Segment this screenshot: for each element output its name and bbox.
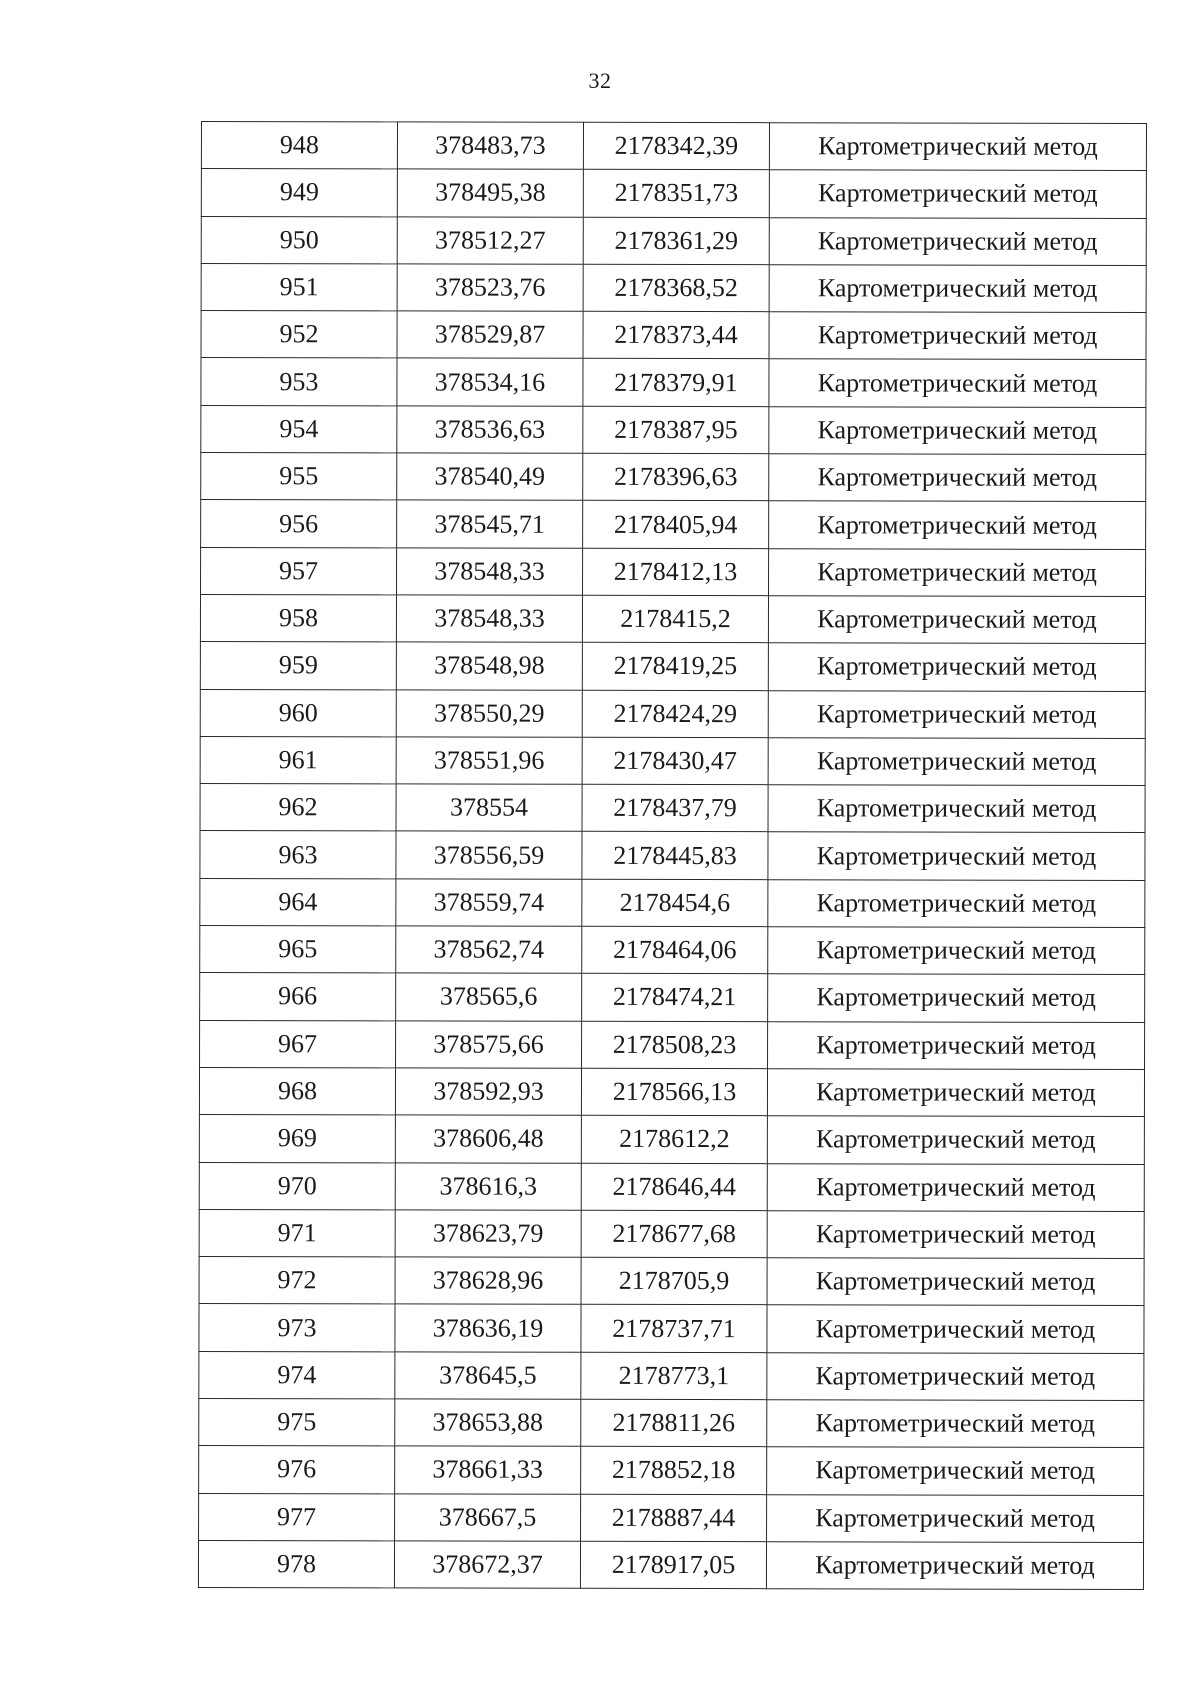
method-cell: Картометрический метод bbox=[767, 1400, 1144, 1448]
y-coordinate-cell: 2178424,29 bbox=[582, 690, 768, 738]
method-cell: Картометрический метод bbox=[768, 1021, 1145, 1069]
method-cell: Картометрический метод bbox=[767, 1069, 1144, 1117]
point-number-cell: 962 bbox=[200, 784, 396, 832]
table-row bbox=[200, 831, 1145, 880]
table-row bbox=[199, 1115, 1144, 1164]
x-coordinate-cell: 378653,88 bbox=[395, 1399, 581, 1447]
x-coordinate-cell: 378556,59 bbox=[396, 831, 582, 879]
y-coordinate-cell: 2178405,94 bbox=[583, 501, 769, 549]
point-number-cell: 978 bbox=[198, 1540, 394, 1588]
table-row bbox=[198, 1540, 1143, 1589]
point-number-cell: 953 bbox=[201, 358, 397, 406]
table-row bbox=[200, 594, 1145, 643]
method-cell: Картометрический метод bbox=[767, 1352, 1144, 1400]
method-cell: Картометрический метод bbox=[767, 1211, 1144, 1259]
table-row bbox=[201, 169, 1146, 218]
x-coordinate-cell: 378534,16 bbox=[397, 358, 583, 406]
y-coordinate-cell: 2178445,83 bbox=[582, 832, 768, 880]
table-row bbox=[200, 642, 1145, 691]
y-coordinate-cell: 2178917,05 bbox=[580, 1541, 766, 1589]
y-coordinate-cell: 2178705,9 bbox=[581, 1257, 767, 1305]
table-row bbox=[200, 736, 1145, 785]
table-row bbox=[199, 1493, 1144, 1542]
x-coordinate-cell: 378559,74 bbox=[396, 879, 582, 927]
table-row bbox=[200, 973, 1145, 1022]
method-cell: Картометрический метод bbox=[767, 1494, 1144, 1542]
method-cell: Картометрический метод bbox=[767, 1305, 1144, 1353]
x-coordinate-cell: 378616,3 bbox=[395, 1162, 581, 1210]
y-coordinate-cell: 2178415,2 bbox=[582, 595, 768, 643]
point-number-cell: 958 bbox=[200, 594, 396, 642]
point-number-cell: 961 bbox=[200, 736, 396, 784]
point-number-cell: 948 bbox=[201, 122, 397, 170]
table-row bbox=[201, 453, 1146, 502]
x-coordinate-cell: 378628,96 bbox=[395, 1257, 581, 1305]
method-cell: Картометрический метод bbox=[769, 359, 1146, 407]
y-coordinate-cell: 2178368,52 bbox=[583, 264, 769, 312]
y-coordinate-cell: 2178361,29 bbox=[583, 217, 769, 265]
point-number-cell: 949 bbox=[201, 169, 397, 217]
point-number-cell: 976 bbox=[199, 1446, 395, 1494]
method-cell: Картометрический метод bbox=[767, 1116, 1144, 1164]
x-coordinate-cell: 378645,5 bbox=[395, 1352, 581, 1400]
x-coordinate-cell: 378548,33 bbox=[397, 548, 583, 596]
method-cell: Картометрический метод bbox=[769, 123, 1146, 171]
y-coordinate-cell: 2178566,13 bbox=[581, 1068, 767, 1116]
table-row bbox=[201, 405, 1146, 454]
y-coordinate-cell: 2178646,44 bbox=[581, 1163, 767, 1211]
point-number-cell: 974 bbox=[199, 1351, 395, 1399]
point-number-cell: 972 bbox=[199, 1257, 395, 1305]
point-number-cell: 969 bbox=[199, 1115, 395, 1163]
table-row bbox=[199, 1162, 1144, 1211]
method-cell: Картометрический метод bbox=[769, 170, 1146, 218]
table-row bbox=[199, 1067, 1144, 1116]
x-coordinate-cell: 378562,74 bbox=[396, 926, 582, 974]
table-row bbox=[201, 216, 1146, 265]
point-number-cell: 965 bbox=[200, 926, 396, 974]
point-number-cell: 967 bbox=[200, 1020, 396, 1068]
y-coordinate-cell: 2178773,1 bbox=[581, 1352, 767, 1400]
page-number: 32 bbox=[588, 68, 612, 93]
method-cell: Картометрический метод bbox=[768, 596, 1145, 644]
table-row bbox=[200, 784, 1145, 833]
table-row bbox=[199, 1351, 1144, 1400]
table-row bbox=[199, 1304, 1144, 1353]
y-coordinate-cell: 2178677,68 bbox=[581, 1210, 767, 1258]
method-cell: Картометрический метод bbox=[769, 265, 1146, 313]
point-number-cell: 971 bbox=[199, 1209, 395, 1257]
method-cell: Картометрический метод bbox=[766, 1542, 1143, 1590]
table-row bbox=[200, 689, 1145, 738]
y-coordinate-cell: 2178419,25 bbox=[582, 643, 768, 691]
table-row bbox=[199, 1446, 1144, 1495]
y-coordinate-cell: 2178887,44 bbox=[581, 1494, 767, 1542]
y-coordinate-cell: 2178396,63 bbox=[583, 453, 769, 501]
point-number-cell: 960 bbox=[200, 689, 396, 737]
method-cell: Картометрический метод bbox=[769, 454, 1146, 502]
coordinates-table bbox=[198, 121, 1147, 1590]
y-coordinate-cell: 2178852,18 bbox=[581, 1447, 767, 1495]
point-number-cell: 966 bbox=[200, 973, 396, 1021]
point-number-cell: 977 bbox=[199, 1493, 395, 1541]
x-coordinate-cell: 378483,73 bbox=[397, 122, 583, 170]
table-row bbox=[200, 878, 1145, 927]
x-coordinate-cell: 378545,71 bbox=[397, 500, 583, 548]
y-coordinate-cell: 2178379,91 bbox=[583, 359, 769, 407]
y-coordinate-cell: 2178612,2 bbox=[581, 1116, 767, 1164]
method-cell: Картометрический метод bbox=[769, 217, 1146, 265]
method-cell: Картометрический метод bbox=[769, 406, 1146, 454]
x-coordinate-cell: 378672,37 bbox=[394, 1541, 580, 1589]
method-cell: Картометрический метод bbox=[769, 312, 1146, 360]
method-cell: Картометрический метод bbox=[768, 832, 1145, 880]
point-number-cell: 950 bbox=[201, 216, 397, 264]
x-coordinate-cell: 378550,29 bbox=[396, 689, 582, 737]
y-coordinate-cell: 2178737,71 bbox=[581, 1305, 767, 1353]
x-coordinate-cell: 378592,93 bbox=[395, 1068, 581, 1116]
x-coordinate-cell: 378661,33 bbox=[395, 1446, 581, 1494]
y-coordinate-cell: 2178387,95 bbox=[583, 406, 769, 454]
table-row bbox=[200, 926, 1145, 975]
y-coordinate-cell: 2178811,26 bbox=[581, 1399, 767, 1447]
table-row bbox=[201, 122, 1146, 171]
point-number-cell: 970 bbox=[199, 1162, 395, 1210]
table-row bbox=[199, 1209, 1144, 1258]
y-coordinate-cell: 2178412,13 bbox=[583, 548, 769, 596]
method-cell: Картометрический метод bbox=[767, 1163, 1144, 1211]
y-coordinate-cell: 2178437,79 bbox=[582, 784, 768, 832]
method-cell: Картометрический метод bbox=[767, 1258, 1144, 1306]
point-number-cell: 951 bbox=[201, 263, 397, 311]
point-number-cell: 952 bbox=[201, 311, 397, 359]
point-number-cell: 964 bbox=[200, 878, 396, 926]
x-coordinate-cell: 378529,87 bbox=[397, 311, 583, 359]
point-number-cell: 959 bbox=[200, 642, 396, 690]
x-coordinate-cell: 378667,5 bbox=[395, 1494, 581, 1542]
point-number-cell: 968 bbox=[199, 1067, 395, 1115]
x-coordinate-cell: 378636,19 bbox=[395, 1304, 581, 1352]
method-cell: Картометрический метод bbox=[768, 738, 1145, 786]
y-coordinate-cell: 2178351,73 bbox=[583, 170, 769, 218]
y-coordinate-cell: 2178430,47 bbox=[582, 737, 768, 785]
x-coordinate-cell: 378554 bbox=[396, 784, 582, 832]
table-row bbox=[201, 263, 1146, 312]
x-coordinate-cell: 378623,79 bbox=[395, 1210, 581, 1258]
table-row bbox=[201, 311, 1146, 360]
y-coordinate-cell: 2178373,44 bbox=[583, 311, 769, 359]
x-coordinate-cell: 378548,33 bbox=[396, 595, 582, 643]
y-coordinate-cell: 2178474,21 bbox=[582, 974, 768, 1022]
table-row bbox=[200, 1020, 1145, 1069]
point-number-cell: 963 bbox=[200, 831, 396, 879]
x-coordinate-cell: 378540,49 bbox=[397, 453, 583, 501]
method-cell: Картометрический метод bbox=[767, 1447, 1144, 1495]
table-row bbox=[201, 358, 1146, 407]
point-number-cell: 955 bbox=[201, 453, 397, 501]
x-coordinate-cell: 378551,96 bbox=[396, 737, 582, 785]
method-cell: Картометрический метод bbox=[768, 643, 1145, 691]
method-cell: Картометрический метод bbox=[769, 548, 1146, 596]
x-coordinate-cell: 378536,63 bbox=[397, 406, 583, 454]
x-coordinate-cell: 378606,48 bbox=[395, 1115, 581, 1163]
x-coordinate-cell: 378575,66 bbox=[396, 1021, 582, 1069]
y-coordinate-cell: 2178342,39 bbox=[583, 122, 769, 170]
y-coordinate-cell: 2178454,6 bbox=[582, 879, 768, 927]
x-coordinate-cell: 378495,38 bbox=[397, 169, 583, 217]
method-cell: Картометрический метод bbox=[768, 974, 1145, 1022]
point-number-cell: 954 bbox=[201, 405, 397, 453]
point-number-cell: 957 bbox=[201, 547, 397, 595]
table-row bbox=[199, 1257, 1144, 1306]
y-coordinate-cell: 2178464,06 bbox=[582, 926, 768, 974]
coordinates-table-body bbox=[198, 122, 1146, 1590]
method-cell: Картометрический метод bbox=[768, 785, 1145, 833]
point-number-cell: 975 bbox=[199, 1399, 395, 1447]
point-number-cell: 973 bbox=[199, 1304, 395, 1352]
table-row bbox=[201, 547, 1146, 596]
x-coordinate-cell: 378512,27 bbox=[397, 217, 583, 265]
x-coordinate-cell: 378548,98 bbox=[396, 642, 582, 690]
x-coordinate-cell: 378565,6 bbox=[396, 973, 582, 1021]
x-coordinate-cell: 378523,76 bbox=[397, 264, 583, 312]
table-row bbox=[199, 1399, 1144, 1448]
y-coordinate-cell: 2178508,23 bbox=[582, 1021, 768, 1069]
table-row bbox=[201, 500, 1146, 549]
method-cell: Картометрический метод bbox=[768, 690, 1145, 738]
method-cell: Картометрический метод bbox=[768, 879, 1145, 927]
point-number-cell: 956 bbox=[201, 500, 397, 548]
method-cell: Картометрический метод bbox=[768, 927, 1145, 975]
method-cell: Картометрический метод bbox=[769, 501, 1146, 549]
